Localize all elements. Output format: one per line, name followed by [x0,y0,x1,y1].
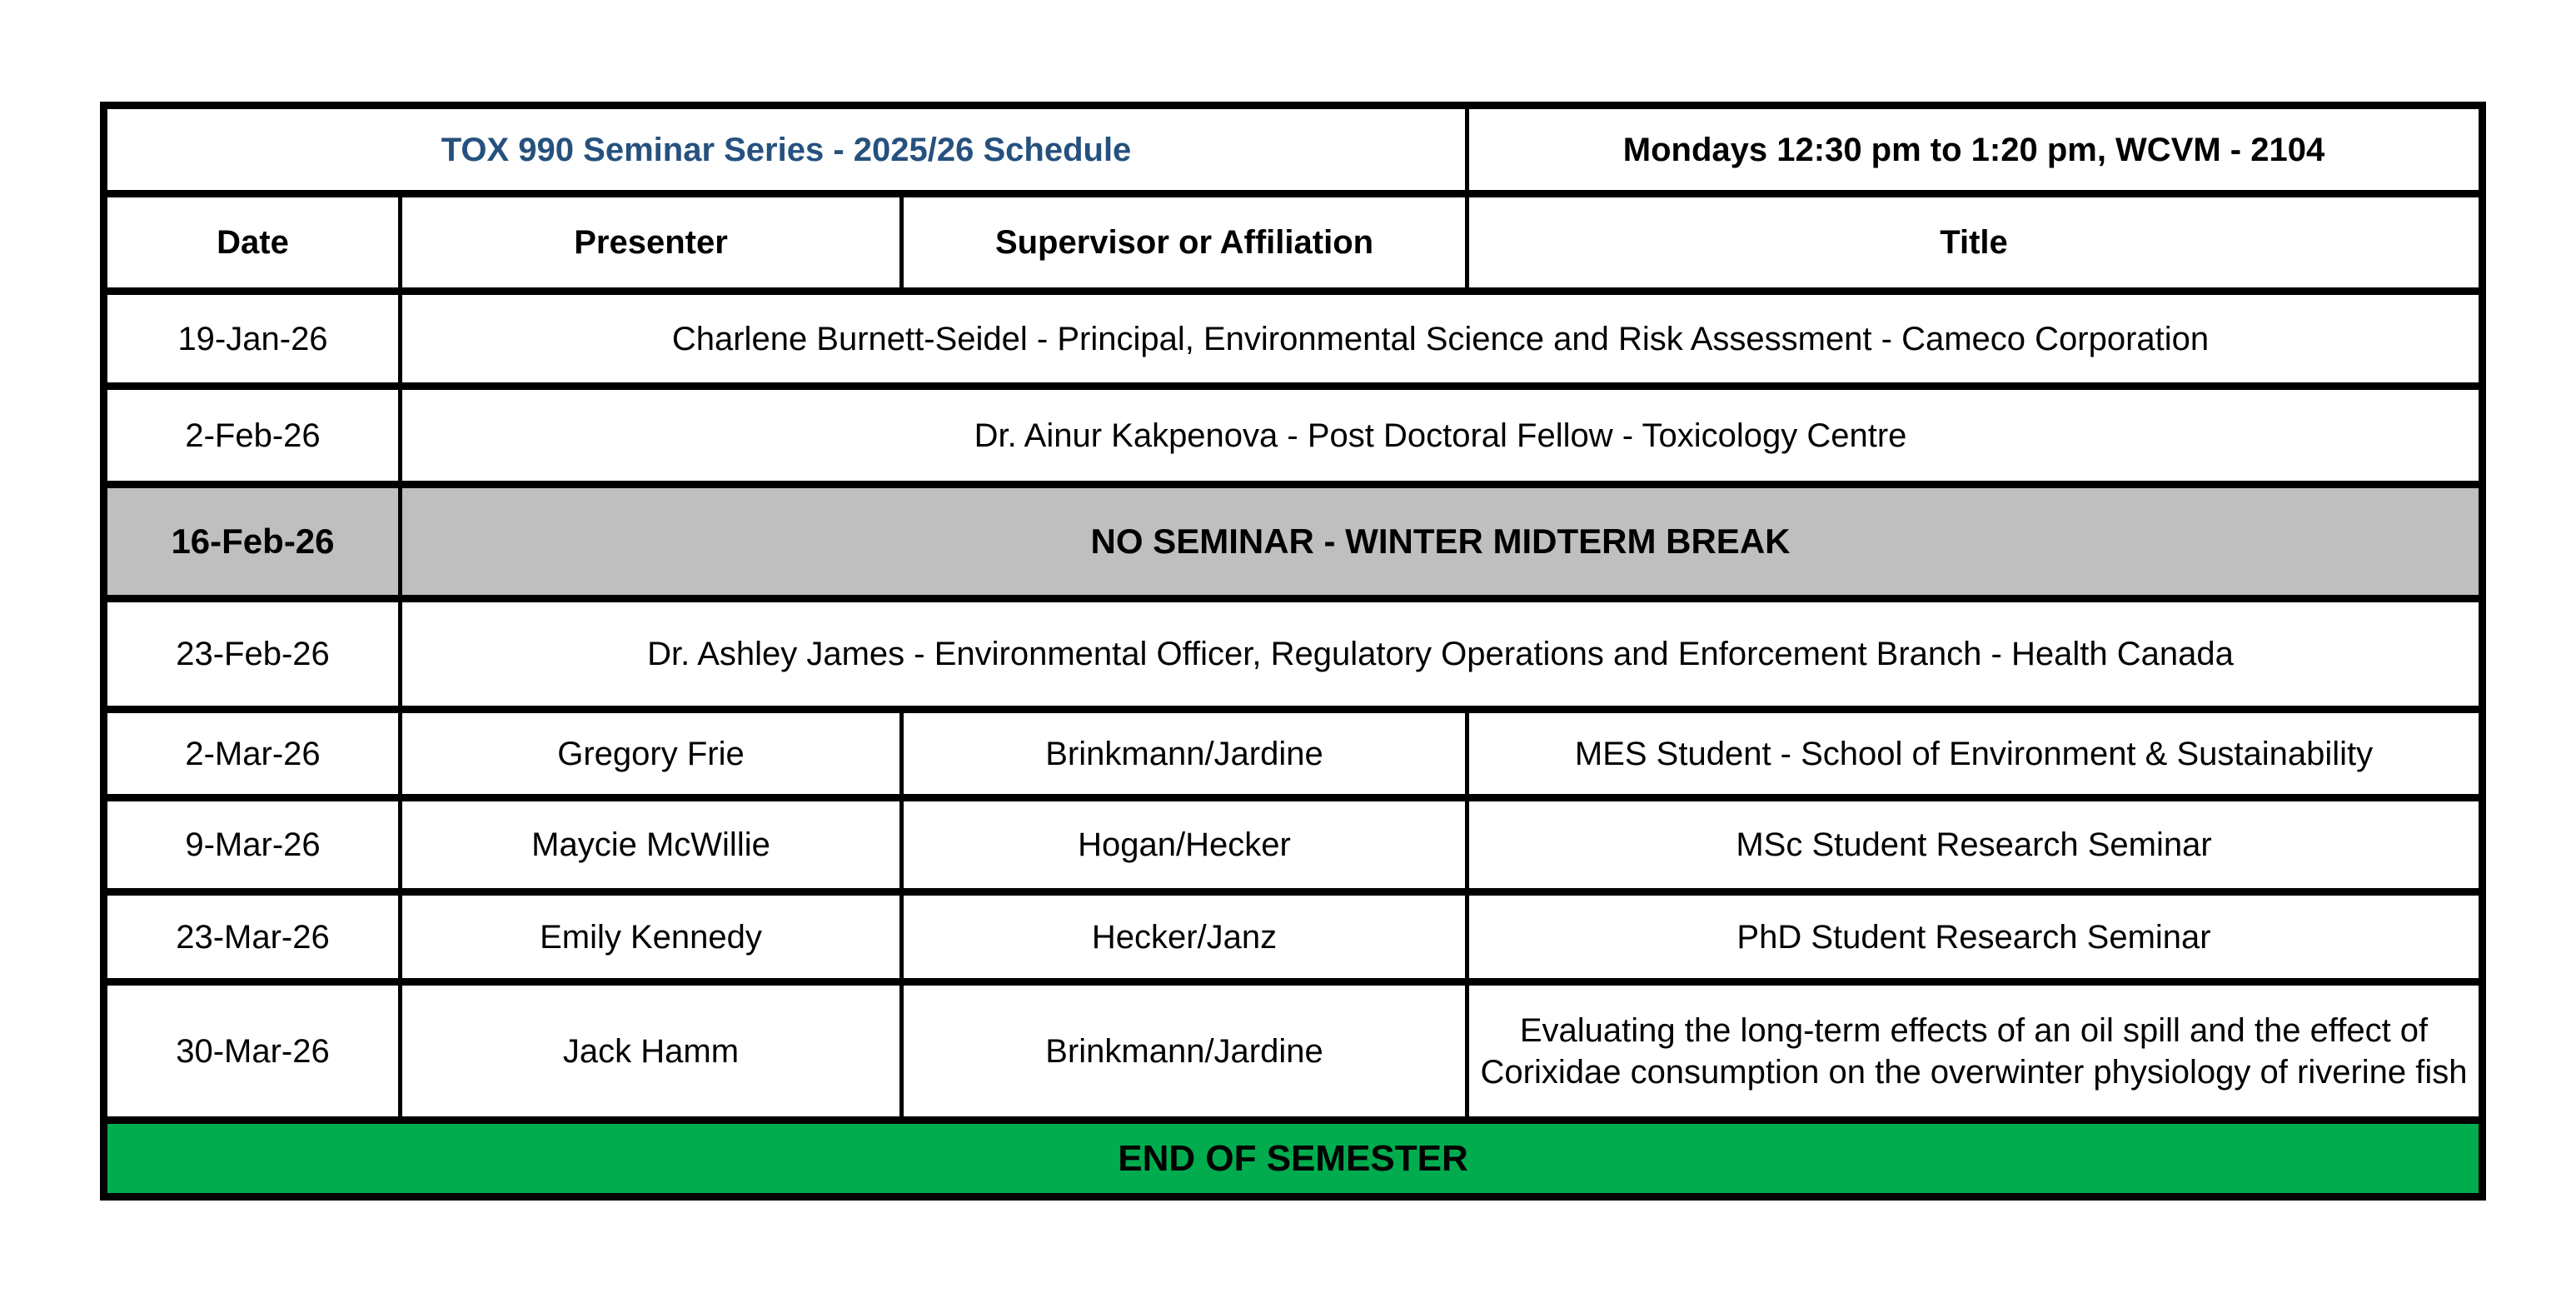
schedule-time-location: Mondays 12:30 pm to 1:20 pm, WCVM - 2104 [1467,106,2483,194]
no-seminar-row [104,485,2483,599]
supervisor-cell: Hecker/Janz [902,892,1467,982]
table-row [104,599,2483,710]
date-cell: 23-Mar-26 [104,892,401,982]
title-cell: MSc Student Research Seminar [1467,798,2483,892]
seminar-schedule-table [100,102,2486,1201]
column-header-row [104,194,2483,292]
date-cell: 16-Feb-26 [104,485,401,599]
date-cell: 30-Mar-26 [104,982,401,1121]
presenter-cell: Maycie McWillie [401,798,902,892]
title-cell: PhD Student Research Seminar [1467,892,2483,982]
date-cell: 23-Feb-26 [104,599,401,710]
supervisor-cell: Brinkmann/Jardine [902,710,1467,798]
column-header-title: Title [1467,194,2483,292]
merged-presenter-cell: Dr. Ainur Kakpenova - Post Doctoral Fellow - Toxicology Centre [401,387,2483,485]
date-cell: 2-Mar-26 [104,710,401,798]
column-header-presenter: Presenter [401,194,902,292]
presenter-cell: Jack Hamm [401,982,902,1121]
date-cell: 9-Mar-26 [104,798,401,892]
presenter-cell: Emily Kennedy [401,892,902,982]
title-cell: MES Student - School of Environment & Sustainability [1467,710,2483,798]
merged-presenter-cell: Charlene Burnett-Seidel - Principal, Environmental Science and Risk Assessment - Cameco Corporation [401,292,2483,387]
no-seminar-cell: NO SEMINAR - WINTER MIDTERM BREAK [401,485,2483,599]
column-header-supervisor: Supervisor or Affiliation [902,194,1467,292]
table-row [104,387,2483,485]
date-cell: 19-Jan-26 [104,292,401,387]
date-cell: 2-Feb-26 [104,387,401,485]
table-row [104,982,2483,1121]
column-header-date: Date [104,194,401,292]
supervisor-cell: Brinkmann/Jardine [902,982,1467,1121]
table-row [104,892,2483,982]
presenter-cell: Gregory Frie [401,710,902,798]
end-of-semester-row [104,1121,2483,1197]
table-row [104,798,2483,892]
end-of-semester-cell: END OF SEMESTER [104,1121,2483,1197]
table-title-row [104,106,2483,194]
table-row [104,292,2483,387]
page-title: TOX 990 Seminar Series - 2025/26 Schedule [104,106,1467,194]
table-row [104,710,2483,798]
supervisor-cell: Hogan/Hecker [902,798,1467,892]
merged-presenter-cell: Dr. Ashley James - Environmental Officer, Regulatory Operations and Enforcement Branch - Health Canada [401,599,2483,710]
title-cell: Evaluating the long-term effects of an oil spill and the effect of Corixidae consumption on the overwinter physiology of riverine fish [1467,982,2483,1121]
